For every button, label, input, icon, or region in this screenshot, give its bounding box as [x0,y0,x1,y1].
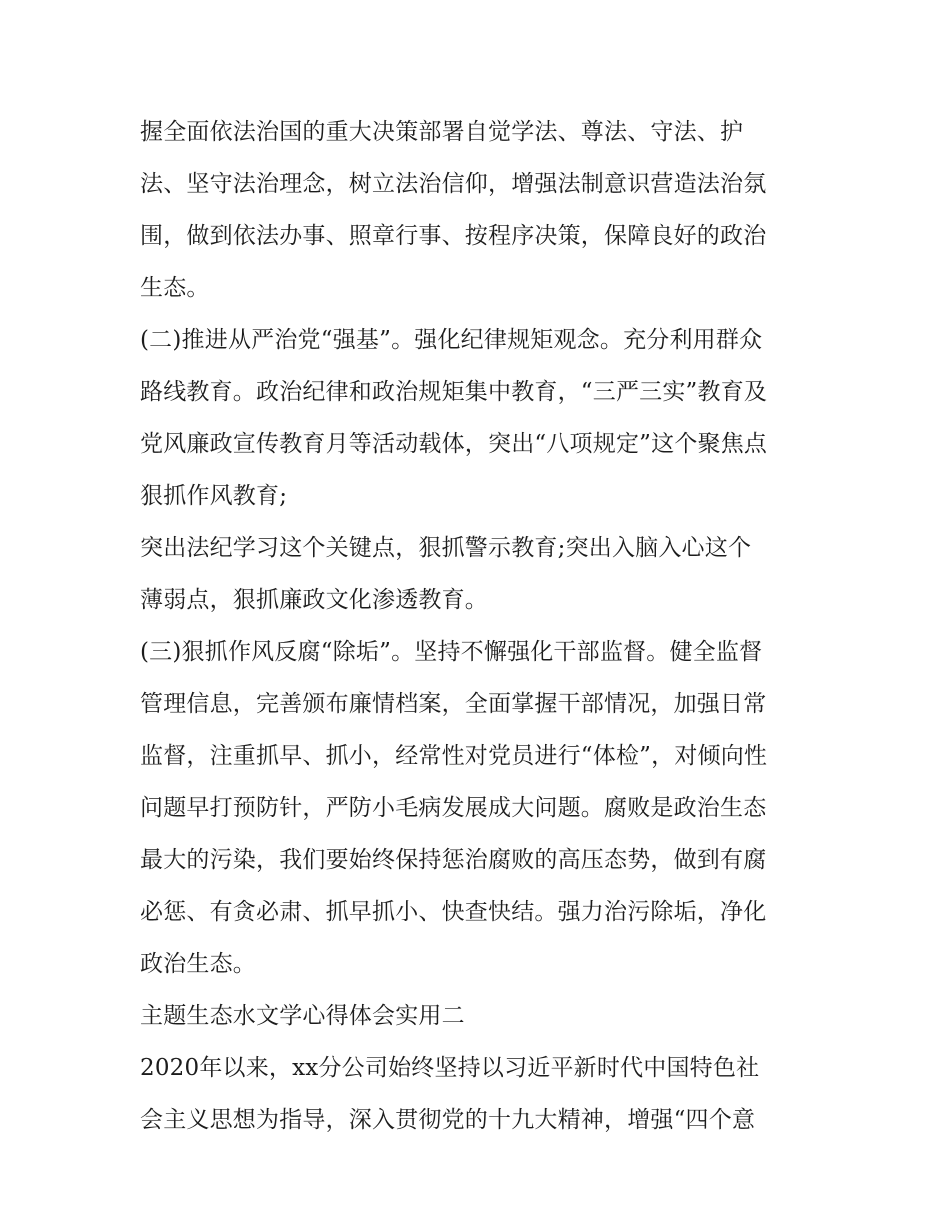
text-line: 突出法纪学习这个关键点，狠抓警示教育;突出入脑入心这个 [140,535,752,561]
document-body [140,106,820,1146]
text-line: 握全面依法治国的重大决策部署自觉学法、尊法、守法、护 [140,119,744,145]
text-line: 法、坚守法治理念，树立法治信仰，增强法制意识营造法治氛 [140,171,767,197]
text-line: 会主义思想为指导，深入贯彻党的十九大精神，增强“四个意 [140,1107,756,1133]
text-line: 必惩、有贪必肃、抓早抓小、快查快结。强力治污除垢，净化 [140,899,767,925]
text-line: 薄弱点，狠抓廉政文化渗透教育。 [140,587,488,613]
text-line: 生态。 [140,275,210,301]
text-line: 狠抓作风教育; [140,483,288,509]
text-line: 管理信息，完善颁布廉情档案，全面掌握干部情况，加强日常 [140,691,767,717]
text-line: 路线教育。政治纪律和政治规矩集中教育，“三严三实”教育及 [140,379,768,405]
section-heading-line: (二)推进从严治党“强基”。强化纪律规矩观念。充分利用群众 [140,327,763,353]
text-line: 2020年以来，xx分公司始终坚持以习近平新时代中国特色社 [140,1055,760,1081]
text-line: 监督，注重抓早、抓小，经常性对党员进行“体检”，对倾向性 [140,743,768,769]
text-line: 党风廉政宣传教育月等活动载体，突出“八项规定”这个聚焦点 [140,431,768,457]
text-line: 问题早打预防针，严防小毛病发展成大问题。腐败是政治生态 [140,795,767,821]
section-heading-line: (三)狠抓作风反腐“除垢”。坚持不懈强化干部监督。健全监督 [140,639,763,665]
text-line: 最大的污染，我们要始终保持惩治腐败的高压态势，做到有腐 [140,847,767,873]
text-line: 围，做到依法办事、照章行事、按程序决策，保障良好的政治 [140,223,767,249]
article-title: 主题生态水文学心得体会实用二 [140,1003,465,1029]
text-line: 政治生态。 [140,951,256,977]
